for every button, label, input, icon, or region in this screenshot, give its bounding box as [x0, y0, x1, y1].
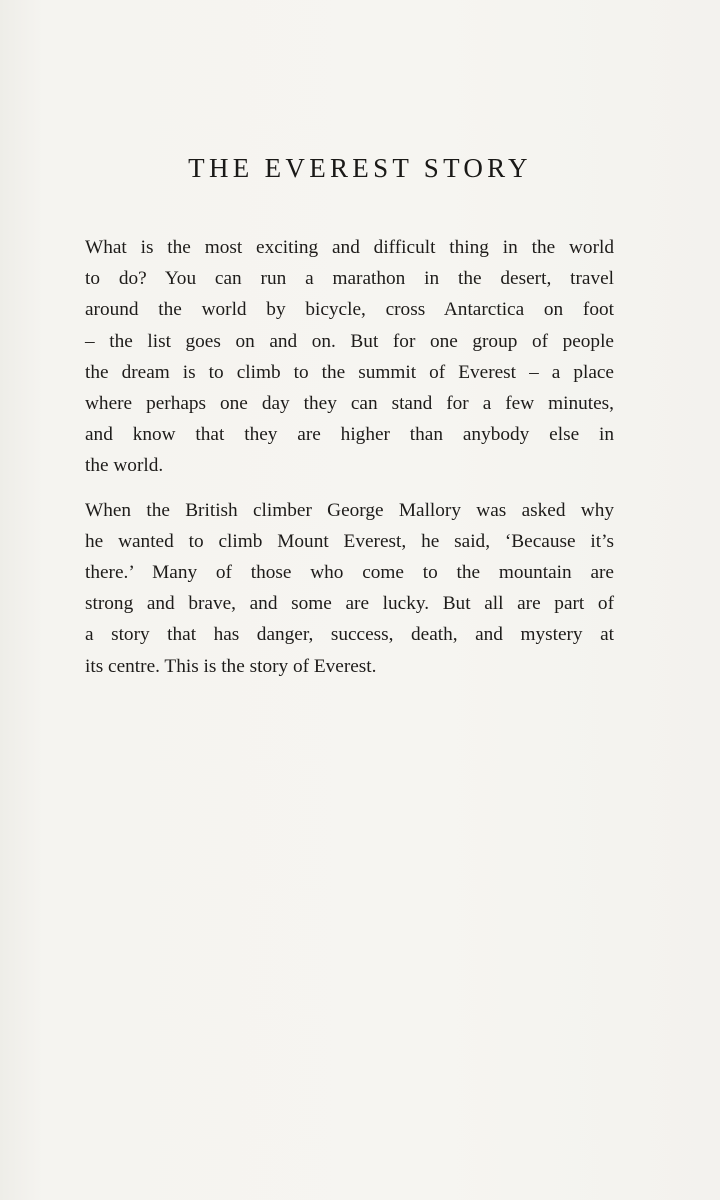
- text-line: its centre. This is the story of Everest.: [85, 655, 377, 677]
- text-line: When the British climber George Mallory was asked why: [85, 499, 614, 521]
- text-line: there.’ Many of those who come to the mountain are: [85, 562, 614, 584]
- text-line: – the list goes on and on. But for one group of people: [85, 330, 614, 352]
- text-line: What is the most exciting and difficult thing in the world: [85, 237, 614, 258]
- text-line: he wanted to climb Mount Everest, he said, ‘Because it’s: [85, 530, 614, 552]
- text-line: strong and brave, and some are lucky. But all are part of: [85, 593, 614, 615]
- text-line: a story that has danger, success, death, and mystery at: [85, 624, 614, 646]
- paragraph-2: [85, 495, 614, 682]
- text-line: the world.: [85, 455, 164, 477]
- text-line: the dream is to climb to the summit of Everest – a place: [85, 361, 614, 383]
- text-line: around the world by bicycle, cross Antarctica on foot: [85, 299, 614, 321]
- chapter-body: [85, 232, 614, 682]
- text-line: where perhaps one day they can stand for a few minutes,: [85, 393, 614, 415]
- chapter-title: THE EVEREST STORY: [188, 153, 532, 183]
- text-line: and know that they are higher than anybody else in: [85, 424, 614, 446]
- paragraph-1: [85, 232, 614, 482]
- text-line: to do? You can run a marathon in the desert, travel: [85, 268, 614, 290]
